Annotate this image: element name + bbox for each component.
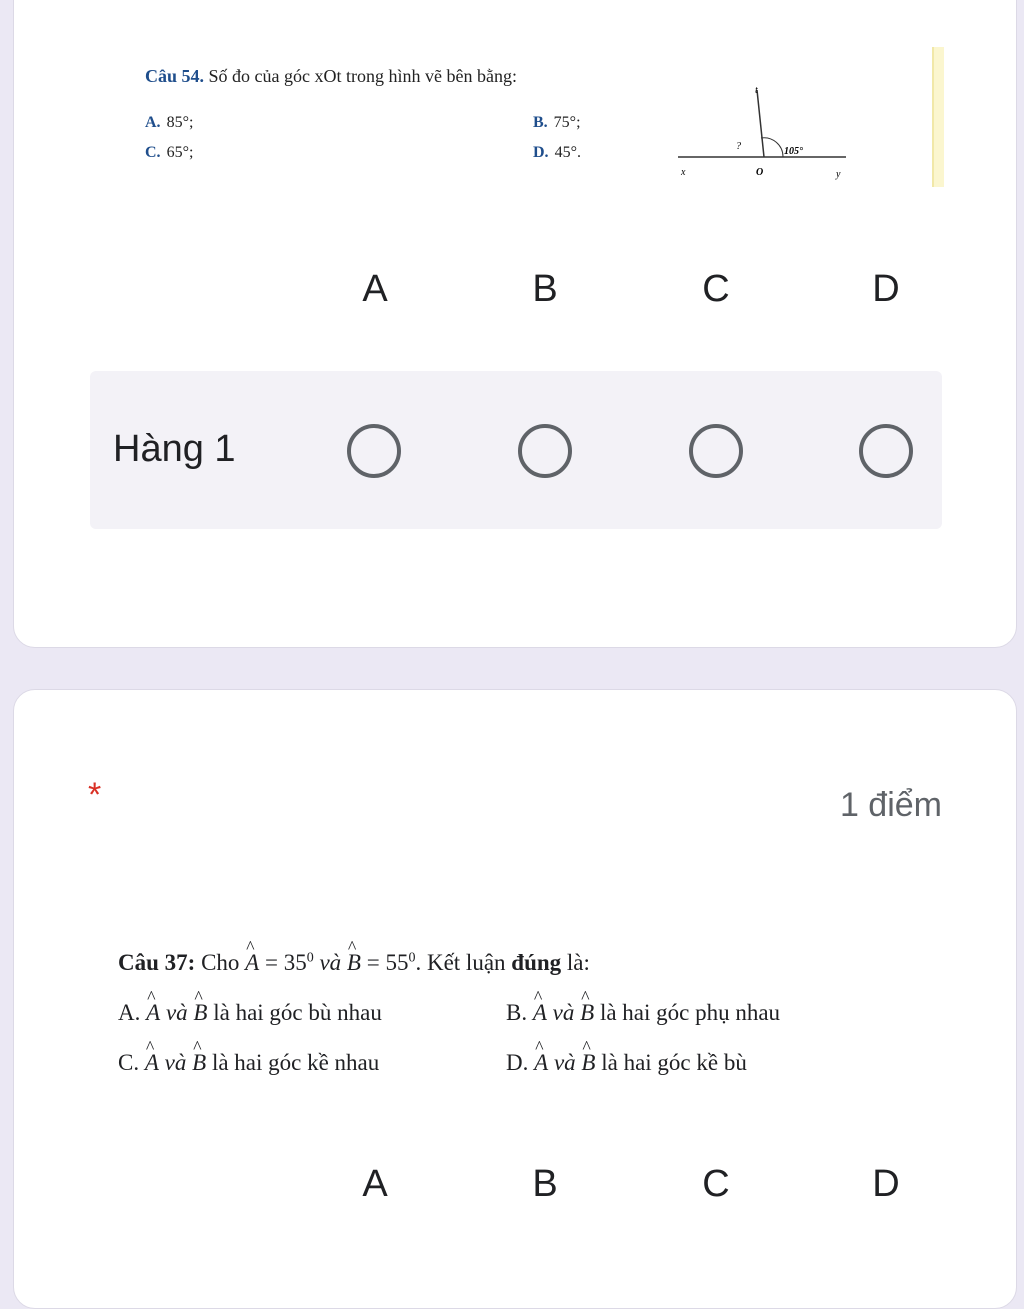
option-d: D. ^ A và ^ B là hai góc kề bù (506, 1050, 747, 1076)
angle-figure (668, 80, 858, 180)
required-asterisk: * (88, 776, 102, 814)
column-header-a: A (362, 268, 388, 310)
label-angle: 105° (784, 146, 803, 157)
radio-row1-b[interactable] (518, 424, 572, 478)
option-b: B. ^ A và ^ B là hai góc phụ nhau (506, 1000, 780, 1026)
column-header-c: C (702, 268, 730, 310)
option-c: C. 65°; (145, 144, 194, 161)
column-header-b: B (532, 1163, 558, 1205)
points-label: 1 điểm (839, 786, 942, 824)
question-title: Câu 37: Cho ^ $A = 35^0$ và ^ $B = 55^0$. Kết luận đúng là: (118, 950, 590, 976)
label-t: t (755, 85, 758, 96)
label-o: O (756, 167, 764, 178)
column-header-b: B (532, 268, 558, 310)
image-edge-strip (932, 47, 944, 187)
question-title: Câu 54. Số đo của góc xOt trong hình vẽ bên bằng: (145, 66, 517, 86)
label-x: x (681, 167, 686, 178)
column-header-d: D (872, 268, 900, 310)
ray-ot (757, 90, 764, 157)
option-a: A. ^ A và ^ B là hai góc bù nhau (118, 1000, 382, 1026)
radio-row1-d[interactable] (859, 424, 913, 478)
option-c: C. ^ A và ^ B là hai góc kề nhau (118, 1050, 379, 1076)
option-b: B. 75°; (533, 114, 581, 131)
row-label: Hàng 1 (113, 428, 236, 470)
label-unknown: ? (736, 141, 741, 152)
question-card-1 (13, 0, 1017, 648)
column-header-c: C (702, 1163, 730, 1205)
column-header-d: D (872, 1163, 900, 1205)
label-y: y (836, 169, 841, 180)
radio-row1-c[interactable] (689, 424, 743, 478)
radio-row1-a[interactable] (347, 424, 401, 478)
question-card-2 (13, 689, 1017, 1309)
column-header-a: A (362, 1163, 388, 1205)
option-d: D. 45°. (533, 144, 581, 161)
option-a: A. 85°; (145, 114, 194, 131)
